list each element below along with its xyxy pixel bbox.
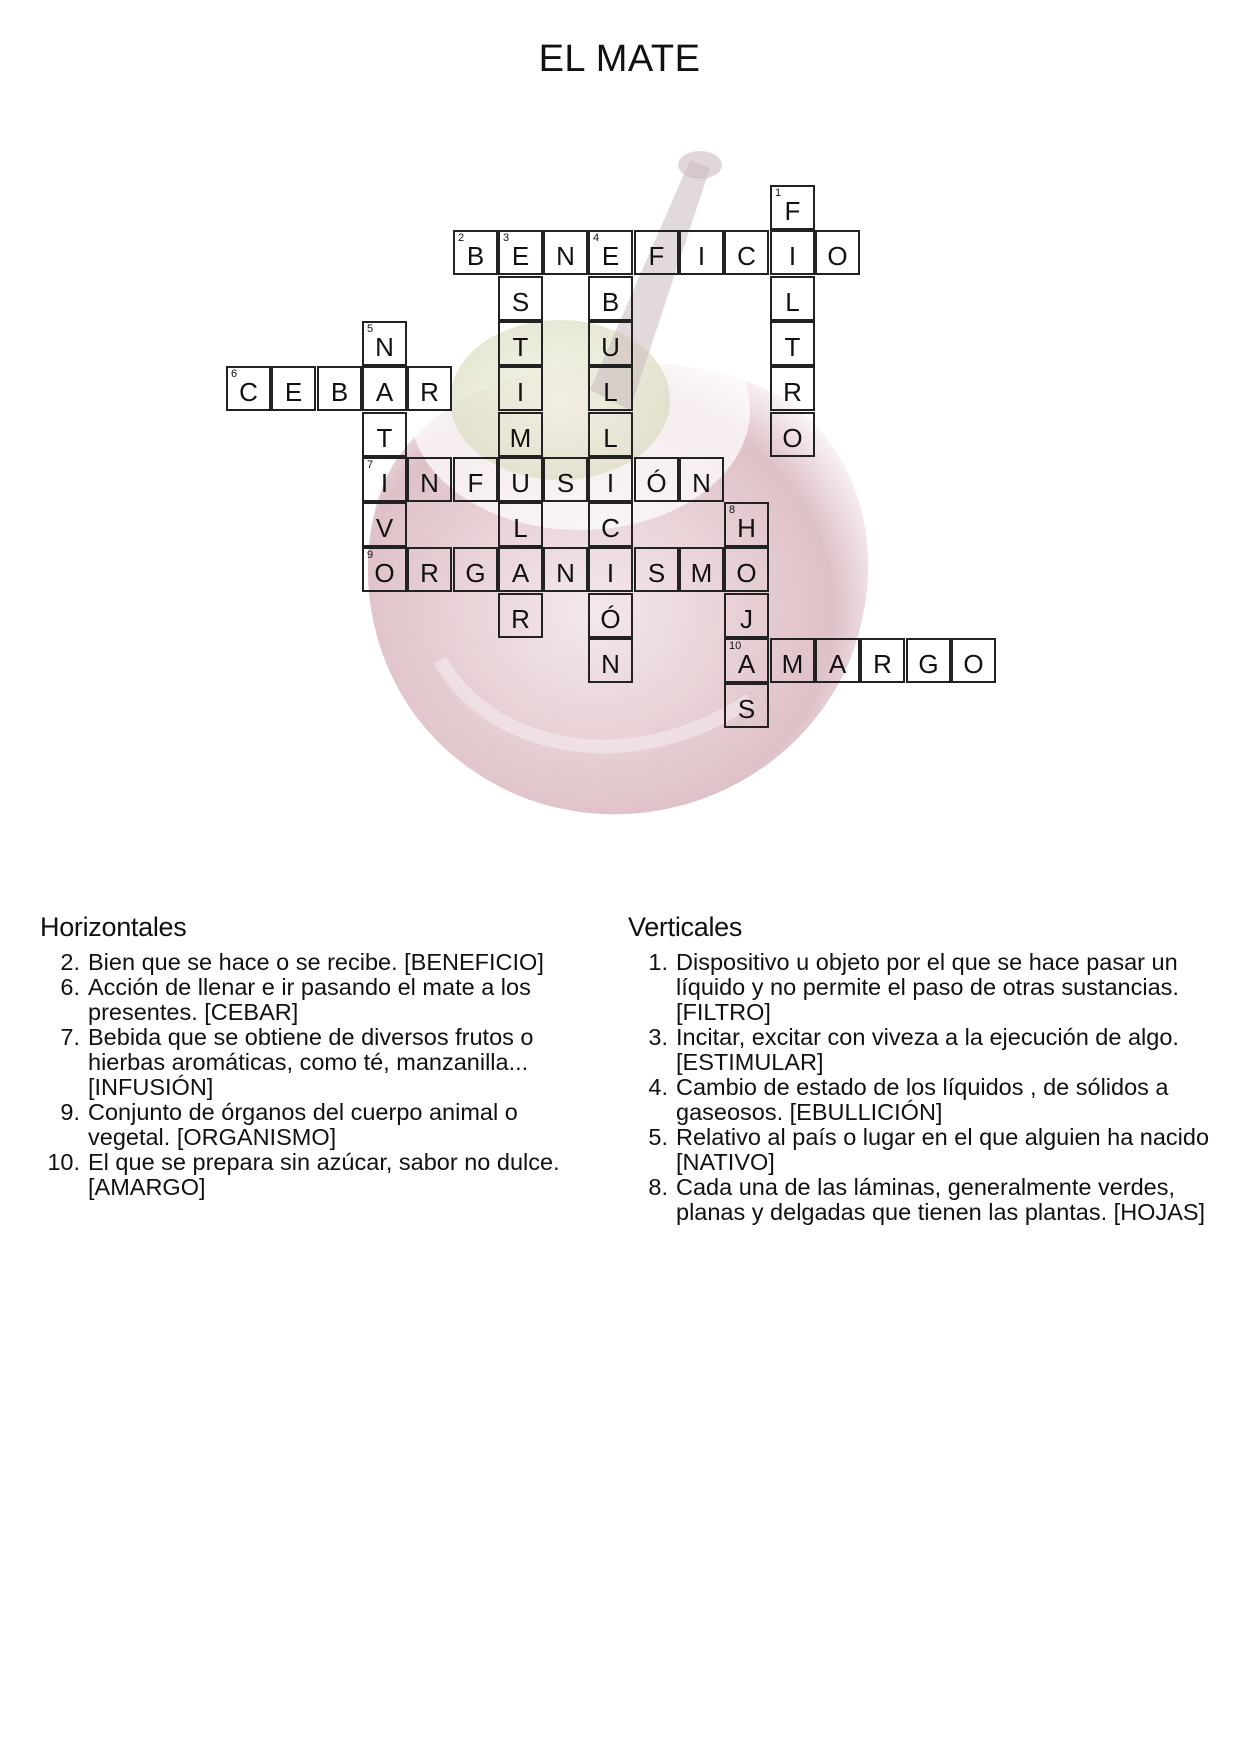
cell-letter: I [606,468,615,498]
crossword-cell[interactable] [860,638,905,683]
clue-number: 8 [729,504,736,516]
cell-letter: L [603,377,618,407]
crossword-cell[interactable] [588,547,633,592]
cell-letter: N [556,241,575,271]
crossword-cell[interactable] [770,638,815,683]
clue-item: 3. Incitar, excitar con viveza a la ejecución de algo. [ESTIMULAR] [648,1024,1179,1075]
cell-letter: M [509,423,532,453]
crossword-cell[interactable] [543,457,588,502]
cell-letter: A [375,377,394,407]
crossword-cell[interactable] [362,502,407,547]
cell-letter: L [785,287,800,317]
cell-letter: R [511,604,530,634]
crossword-cell[interactable] [770,185,815,230]
crossword-cell[interactable] [498,502,543,547]
crossword-cell[interactable] [588,457,633,502]
clue-number: 1 [775,187,782,199]
crossword-cell[interactable] [588,321,633,366]
clue-item: 8. Cada una de las láminas, generalmente verdes, planas y delgadas que tienen las plantas. [HOJAS] [648,1174,1206,1225]
crossword-cell[interactable] [724,230,769,275]
cell-letter: M [781,649,804,679]
cell-letter: J [740,604,753,634]
crossword-cell[interactable] [724,502,769,547]
crossword-cell[interactable] [770,412,815,457]
crossword-cell[interactable] [770,230,815,275]
crossword-cell[interactable] [498,276,543,321]
crossword-cell[interactable] [498,412,543,457]
crossword-cell[interactable] [634,230,679,275]
cell-letter: A [828,649,847,679]
cell-letter: G [465,558,486,588]
crossword-cell[interactable] [498,321,543,366]
crossword-cell[interactable] [226,366,271,411]
cell-letter: F [784,196,801,226]
cell-letter: E [284,377,303,407]
clue-item: 5. Relativo al país o lugar en el que alguien ha nacido [NATIVO] [648,1124,1210,1175]
crossword-cell[interactable] [588,276,633,321]
cell-letter: Ó [646,468,667,498]
cell-letter: A [511,558,530,588]
cell-letter: I [516,377,525,407]
cell-letter: O [782,423,803,453]
horizontal-heading: Horizontales [40,912,187,942]
crossword-cell[interactable] [453,230,498,275]
cell-letter: I [788,241,797,271]
cell-letter: L [603,423,618,453]
crossword-cell[interactable] [588,593,633,638]
crossword-cell[interactable] [634,457,679,502]
clue-item: 6. Acción de llenar e ir pasando el mate a los presentes. [CEBAR] [60,974,531,1025]
crossword-cell[interactable] [588,366,633,411]
clue-number: 5 [367,323,374,335]
crossword-cell[interactable] [724,593,769,638]
horizontal-clues [40,912,605,1200]
crossword-cell[interactable] [498,547,543,592]
cell-letter: E [511,241,530,271]
cell-letter: N [556,558,575,588]
cell-letter: E [601,241,620,271]
cell-letter: I [697,241,706,271]
cell-letter: S [511,287,530,317]
clue-number: 4 [593,232,600,244]
crossword-cell[interactable] [317,366,362,411]
cell-letter: O [963,649,984,679]
crossword-cell[interactable] [407,547,452,592]
cell-letter: I [380,468,389,498]
crossword-cell[interactable] [588,412,633,457]
crossword-cell[interactable] [588,230,633,275]
crossword-cell[interactable] [271,366,316,411]
clue-item: 10. El que se prepara sin azúcar, sabor no dulce. [AMARGO] [47,1149,560,1200]
crossword-cell[interactable] [679,547,724,592]
cell-letter: T [784,332,801,362]
clue-item: 2. Bien que se hace o se recibe. [BENEFICIO] [60,949,544,975]
crossword-grid [0,0,1239,760]
cell-letter: R [420,377,439,407]
crossword-cell[interactable] [362,547,407,592]
crossword-cell[interactable] [498,457,543,502]
crossword-cell[interactable] [815,230,860,275]
cell-letter: S [556,468,575,498]
cell-letter: N [692,468,711,498]
clue-number: 7 [367,459,374,471]
cell-letter: C [601,513,620,543]
crossword-cell[interactable] [906,638,951,683]
cell-letter: N [420,468,439,498]
crossword-cell[interactable] [770,276,815,321]
crossword-cell[interactable] [724,547,769,592]
clue-number: 9 [367,549,374,561]
clue-item: 9. Conjunto de órganos del cuerpo animal o vegetal. [ORGANISMO] [60,1099,518,1150]
cell-letter: F [467,468,484,498]
crossword-cell[interactable] [588,638,633,683]
cell-letter: V [375,513,394,543]
crossword-cell[interactable] [679,230,724,275]
vertical-heading: Verticales [628,912,743,942]
clue-number: 3 [503,232,510,244]
crossword-cell[interactable] [588,502,633,547]
crossword-cell[interactable] [453,457,498,502]
crossword-cell[interactable] [770,366,815,411]
crossword-cell[interactable] [362,412,407,457]
cell-letter: Ó [600,604,621,634]
clue-number: 2 [458,232,465,244]
cell-letter: U [601,332,620,362]
crossword-cell[interactable] [362,457,407,502]
crossword-cell[interactable] [724,683,769,728]
cell-letter: C [239,377,258,407]
cell-letter: L [513,513,528,543]
crossword-cell[interactable] [453,547,498,592]
cell-letter: C [737,241,756,271]
cell-letter: F [648,241,665,271]
crossword-cell[interactable] [362,366,407,411]
clue-number: 10 [729,640,742,652]
crossword-cell[interactable] [543,230,588,275]
crossword-cell[interactable] [498,366,543,411]
cell-letter: T [512,332,529,362]
crossword-cell[interactable] [770,321,815,366]
crossword-cell[interactable] [815,638,860,683]
crossword-cell[interactable] [362,321,407,366]
crossword-cell[interactable] [543,547,588,592]
cell-letter: N [601,649,620,679]
cell-letter: N [375,332,394,362]
cell-letter: M [690,558,713,588]
clue-item: 7. Bebida que se obtiene de diversos frutos o hierbas aromáticas, como té, manzanilla... [INFUSIÓN] [60,1024,534,1100]
cell-letter: B [466,241,485,271]
cell-letter: I [606,558,615,588]
crossword-cell[interactable] [679,457,724,502]
crossword-cell[interactable] [724,638,769,683]
crossword-cell[interactable] [498,230,543,275]
crossword-cell[interactable] [951,638,996,683]
cell-letter: O [736,558,757,588]
cell-letter: R [783,377,802,407]
vertical-clues [628,912,1218,1225]
clue-number: 6 [231,368,238,380]
crossword-cell[interactable] [407,366,452,411]
cell-letter: O [827,241,848,271]
cell-letter: R [873,649,892,679]
cell-letter: H [737,513,756,543]
cell-letter: S [647,558,666,588]
crossword-cell[interactable] [634,547,679,592]
crossword-cell[interactable] [407,457,452,502]
cell-letter: R [420,558,439,588]
cell-letter: G [918,649,939,679]
cell-letter: S [737,694,756,724]
cell-letter: O [374,558,395,588]
page-title: EL MATE [538,38,701,80]
cell-letter: B [601,287,620,317]
crossword-cell[interactable] [498,593,543,638]
clue-item: 1. Dispositivo u objeto por el que se hace pasar un líquido y no permite el paso de otras sustancias. [FILTRO] [648,949,1179,1025]
clue-item: 4. Cambio de estado de los líquidos , de sólidos a gaseosos. [EBULLICIÓN] [648,1074,1169,1125]
cell-letter: T [376,423,393,453]
cell-letter: B [330,377,349,407]
cell-letter: A [737,649,756,679]
cell-letter: U [511,468,530,498]
